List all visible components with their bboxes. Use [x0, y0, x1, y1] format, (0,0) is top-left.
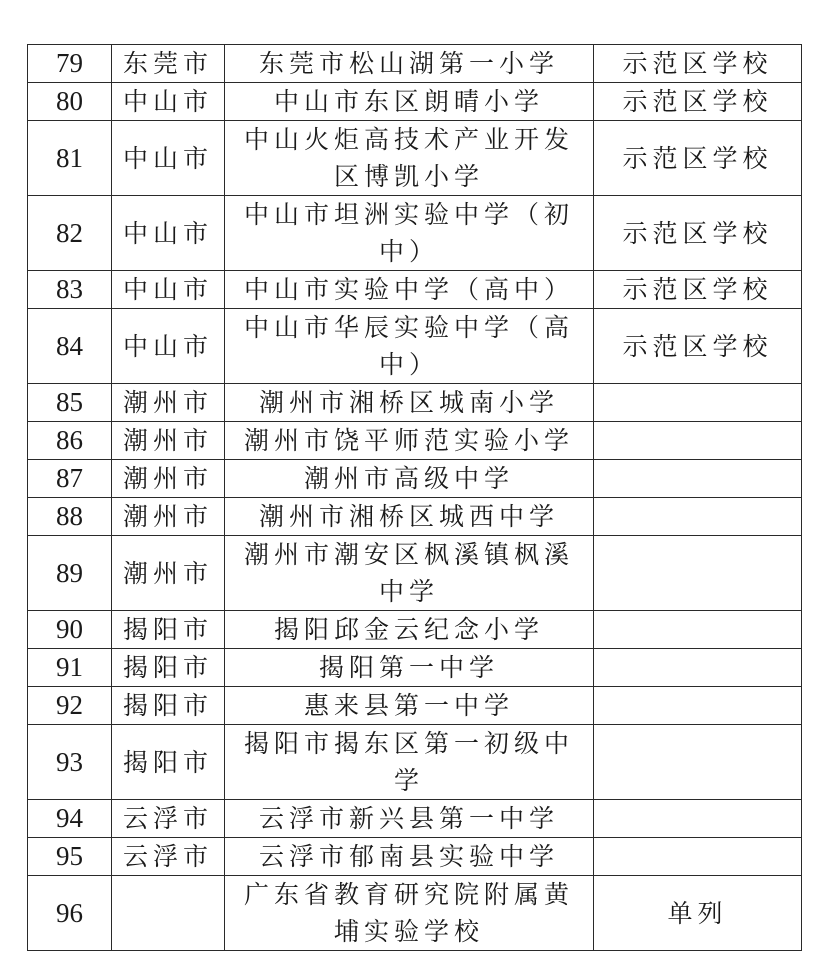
table-row: [28, 271, 802, 309]
school-name-cell: 潮州市饶平师范实验小学: [225, 422, 594, 460]
city-cell: 中山市: [112, 271, 225, 309]
row-number: 83: [28, 271, 112, 309]
city-cell: 揭阳市: [112, 725, 225, 800]
row-number: 79: [28, 45, 112, 83]
note-cell: [594, 838, 802, 876]
row-number: 94: [28, 800, 112, 838]
school-name-cell: 潮州市潮安区枫溪镇枫溪中学: [225, 536, 594, 611]
school-name-cell: 云浮市郁南县实验中学: [225, 838, 594, 876]
school-name-cell: 中山市华辰实验中学（高中）: [225, 309, 594, 384]
row-number: 84: [28, 309, 112, 384]
city-cell: 中山市: [112, 309, 225, 384]
school-name-cell: 广东省教育研究院附属黄埔实验学校: [225, 876, 594, 951]
city-cell: 潮州市: [112, 498, 225, 536]
note-cell: [594, 498, 802, 536]
table-row: [28, 611, 802, 649]
note-cell: 示范区学校: [594, 83, 802, 121]
school-name-cell: 揭阳邱金云纪念小学: [225, 611, 594, 649]
table-row: [28, 687, 802, 725]
note-cell: [594, 536, 802, 611]
table-row: [28, 422, 802, 460]
row-number: 93: [28, 725, 112, 800]
row-number: 81: [28, 121, 112, 196]
note-cell: 示范区学校: [594, 45, 802, 83]
school-list-table: [27, 44, 802, 951]
table-body: [28, 45, 802, 951]
school-name-cell: 中山火炬高技术产业开发区博凯小学: [225, 121, 594, 196]
note-cell: [594, 725, 802, 800]
table-row: [28, 45, 802, 83]
row-number: 96: [28, 876, 112, 951]
row-number: 87: [28, 460, 112, 498]
table-row: [28, 649, 802, 687]
table-row: [28, 196, 802, 271]
city-cell: 东莞市: [112, 45, 225, 83]
city-cell: 中山市: [112, 196, 225, 271]
row-number: 89: [28, 536, 112, 611]
note-cell: [594, 649, 802, 687]
table-row: [28, 498, 802, 536]
table-row: [28, 121, 802, 196]
row-number: 92: [28, 687, 112, 725]
table-row: [28, 309, 802, 384]
city-cell: 中山市: [112, 121, 225, 196]
row-number: 90: [28, 611, 112, 649]
school-name-cell: 潮州市湘桥区城西中学: [225, 498, 594, 536]
note-cell: [594, 611, 802, 649]
row-number: 88: [28, 498, 112, 536]
note-cell: 示范区学校: [594, 271, 802, 309]
school-name-cell: 东莞市松山湖第一小学: [225, 45, 594, 83]
school-name-cell: 中山市实验中学（高中）: [225, 271, 594, 309]
school-name-cell: 潮州市高级中学: [225, 460, 594, 498]
city-cell: [112, 876, 225, 951]
row-number: 91: [28, 649, 112, 687]
note-cell: 示范区学校: [594, 196, 802, 271]
note-cell: [594, 800, 802, 838]
row-number: 95: [28, 838, 112, 876]
note-cell: 单列: [594, 876, 802, 951]
table-row: [28, 460, 802, 498]
table-row: [28, 800, 802, 838]
school-name-cell: 中山市坦洲实验中学（初中）: [225, 196, 594, 271]
city-cell: 潮州市: [112, 384, 225, 422]
city-cell: 潮州市: [112, 422, 225, 460]
school-name-cell: 揭阳第一中学: [225, 649, 594, 687]
city-cell: 云浮市: [112, 800, 225, 838]
school-name-cell: 中山市东区朗晴小学: [225, 83, 594, 121]
city-cell: 潮州市: [112, 460, 225, 498]
school-name-cell: 云浮市新兴县第一中学: [225, 800, 594, 838]
note-cell: 示范区学校: [594, 309, 802, 384]
table-row: [28, 876, 802, 951]
city-cell: 云浮市: [112, 838, 225, 876]
note-cell: [594, 422, 802, 460]
row-number: 80: [28, 83, 112, 121]
city-cell: 揭阳市: [112, 611, 225, 649]
row-number: 82: [28, 196, 112, 271]
city-cell: 中山市: [112, 83, 225, 121]
note-cell: [594, 460, 802, 498]
city-cell: 潮州市: [112, 536, 225, 611]
table-row: [28, 83, 802, 121]
school-name-cell: 潮州市湘桥区城南小学: [225, 384, 594, 422]
note-cell: 示范区学校: [594, 121, 802, 196]
note-cell: [594, 384, 802, 422]
table-row: [28, 838, 802, 876]
table-row: [28, 536, 802, 611]
city-cell: 揭阳市: [112, 649, 225, 687]
school-name-cell: 惠来县第一中学: [225, 687, 594, 725]
row-number: 86: [28, 422, 112, 460]
table-row: [28, 384, 802, 422]
note-cell: [594, 687, 802, 725]
school-name-cell: 揭阳市揭东区第一初级中学: [225, 725, 594, 800]
table-row: [28, 725, 802, 800]
row-number: 85: [28, 384, 112, 422]
city-cell: 揭阳市: [112, 687, 225, 725]
